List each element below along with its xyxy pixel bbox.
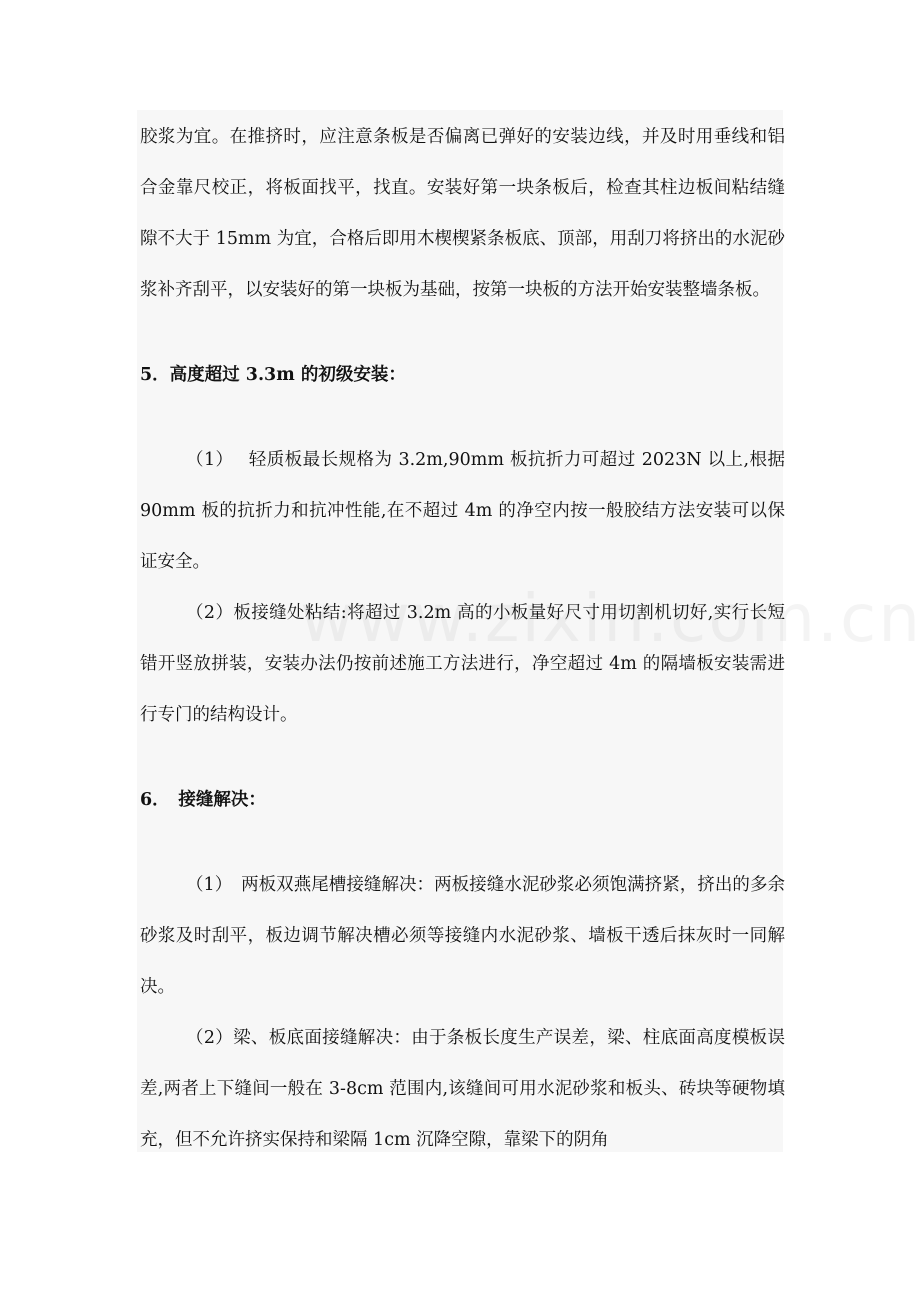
paragraph-5-1: （1） 轻质板最长规格为 3.2m,90mm 板抗折力可超过 2023N 以上,根据 90mm 板的抗折力和抗冲性能,在不超过 4m 的净空内按一般胶结方法安装可以保证安全。 [140,450,785,572]
paragraph-installation-continued: 胶浆为宜。在推挤时，应注意条板是否偏离已弹好的安装边线，并及时用垂线和铝合金靠尺校正，将板面找平，找直。安装好第一块条板后，检查其柱边板间粘结缝隙不大于 15mm 为宜，合格后即用木楔楔紧条板底、顶部，用刮刀将挤出的水泥砂浆补齐刮平，以安装好的第一块板为基础，按第一块板的方法开始安装整墙条板。 [140,127,785,300]
section-heading-5: 5．高度超过 3.3m 的初级安装： [140,365,406,385]
paragraph-6-2: （2）梁、板底面接缝解决：由于条板长度生产误差，梁、柱底面高度模板误差,两者上下缝间一般在 3-8cm 范围内,该缝间可用水泥砂浆和板头、砖块等硬物填充，但不允许挤实保持和梁隔 1cm 沉降空隙，靠梁下的阴角 [140,1028,785,1150]
section-heading-6: 6． 接缝解决： [140,790,266,810]
paragraph-6-1: （1） 两板双燕尾槽接缝解决：两板接缝水泥砂浆必须饱满挤紧，挤出的多余砂浆及时刮平，板边调节解决槽必须等接缝内水泥砂浆、墙板干透后抹灰时一同解决。 [140,875,785,997]
paragraph-5-2: （2）板接缝处粘结:将超过 3.2m 高的小板量好尺寸用切割机切好,实行长短错开竖放拼装，安装办法仍按前述施工方法进行，净空超过 4m 的隔墙板安装需进行专门的结构设计。 [140,603,785,725]
document-body [140,112,785,1166]
